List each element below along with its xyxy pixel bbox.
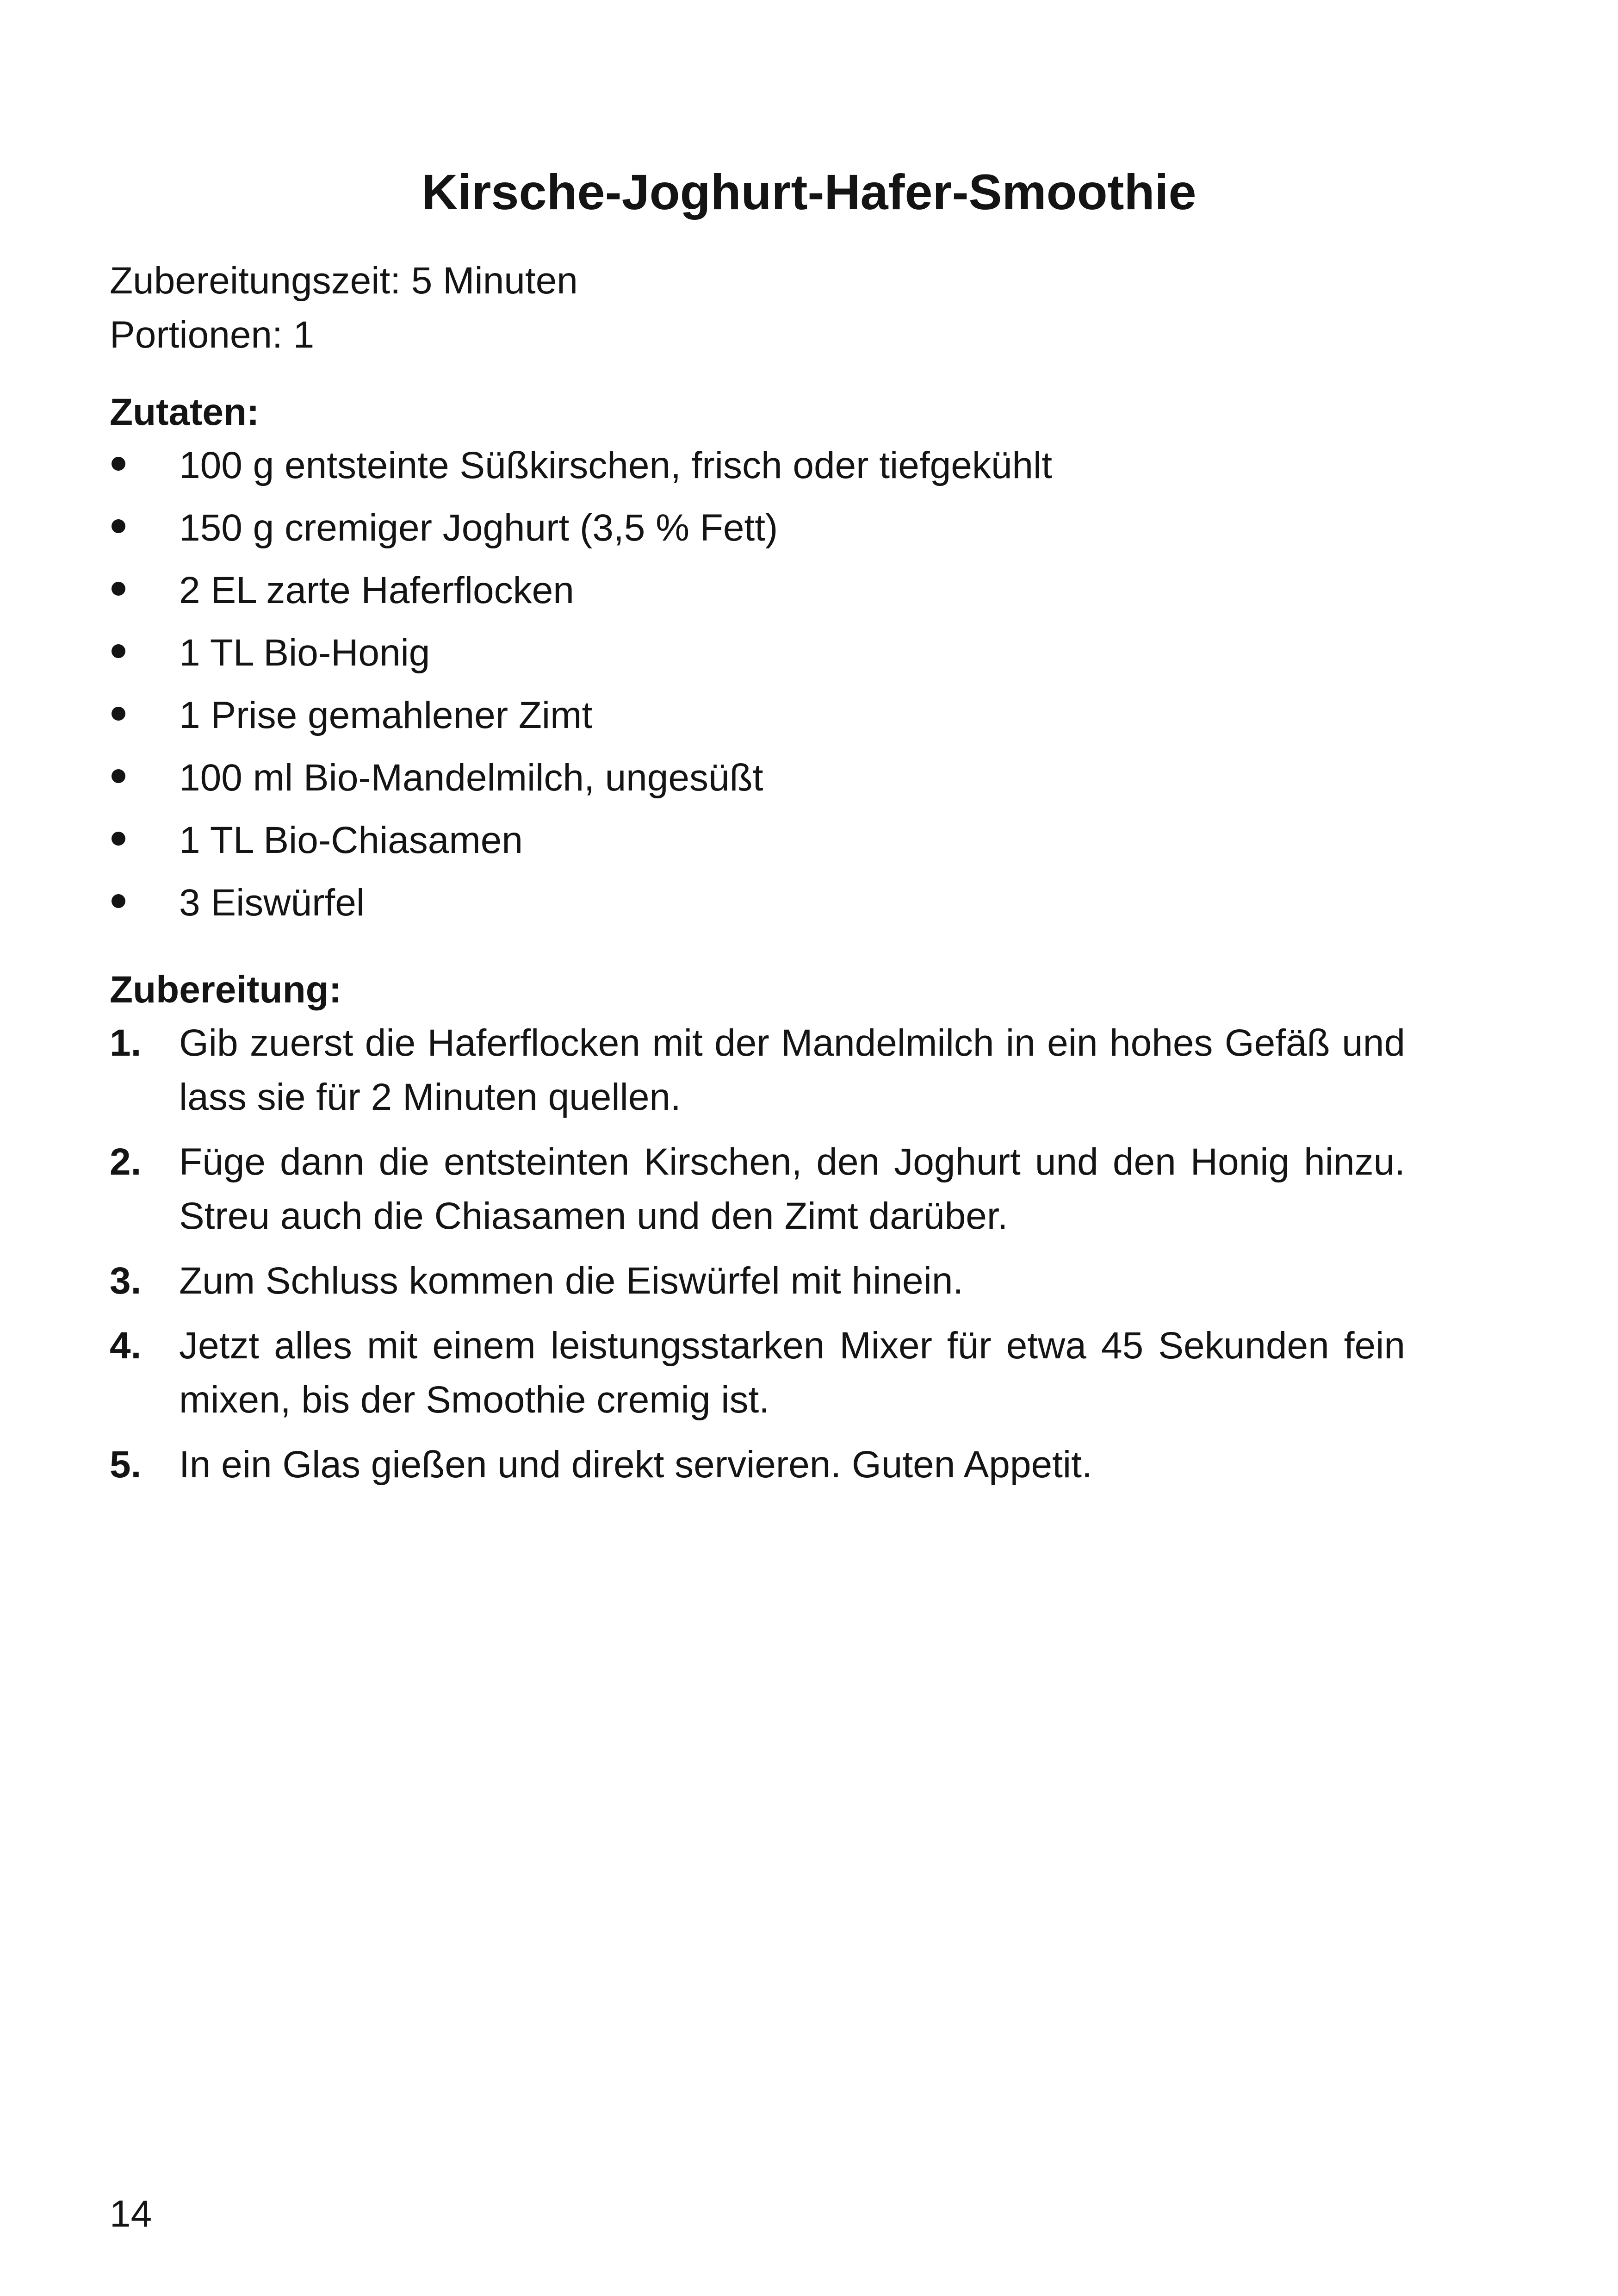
ingredient-text: 100 g entsteinte Süßkirschen, frisch oder tiefgekühlt bbox=[179, 444, 1053, 486]
step-item bbox=[110, 1437, 1405, 1492]
portions: Portionen: 1 bbox=[110, 314, 315, 356]
ingredient-item bbox=[110, 501, 1405, 563]
page-number: 14 bbox=[110, 2193, 152, 2235]
step-item bbox=[110, 1254, 1405, 1308]
step-text: In ein Glas gießen und direkt servieren. Guten Appetit. bbox=[179, 1444, 1092, 1486]
step-number: 5. bbox=[110, 1444, 142, 1486]
bullet-icon bbox=[112, 707, 125, 721]
ingredients-list bbox=[110, 438, 1405, 938]
ingredient-item bbox=[110, 688, 1405, 751]
step-number: 4. bbox=[110, 1325, 142, 1367]
recipe-meta bbox=[110, 254, 578, 362]
bullet-icon bbox=[112, 894, 125, 908]
bullet-icon bbox=[112, 582, 125, 596]
step-item bbox=[110, 1016, 1405, 1124]
bullet-icon bbox=[112, 832, 125, 846]
ingredient-item bbox=[110, 876, 1405, 938]
preparation-heading: Zubereitung: bbox=[110, 969, 342, 1011]
bullet-icon bbox=[112, 644, 125, 658]
recipe-title: Kirsche-Joghurt-Hafer-Smoothie bbox=[422, 164, 1196, 220]
step-number: 2. bbox=[110, 1141, 142, 1183]
ingredient-item bbox=[110, 563, 1405, 626]
bullet-icon bbox=[112, 769, 125, 783]
step-item bbox=[110, 1319, 1405, 1427]
preparation-steps bbox=[110, 1016, 1405, 1502]
ingredient-text: 100 ml Bio-Mandelmilch, ungesüßt bbox=[179, 757, 763, 799]
ingredient-text: 2 EL zarte Haferflocken bbox=[179, 569, 574, 611]
ingredient-text: 1 TL Bio-Chiasamen bbox=[179, 819, 523, 861]
ingredient-item bbox=[110, 438, 1405, 501]
step-text: Füge dann die entsteinten Kirschen, den Joghurt und den Honig hinzu. Streu auch die Chiasamen und den Zimt darüber. bbox=[179, 1141, 1405, 1237]
step-text: Zum Schluss kommen die Eiswürfel mit hinein. bbox=[179, 1260, 964, 1302]
ingredient-item bbox=[110, 813, 1405, 876]
ingredients-heading: Zutaten: bbox=[110, 391, 260, 433]
ingredient-item bbox=[110, 626, 1405, 688]
ingredient-text: 3 Eiswürfel bbox=[179, 882, 365, 924]
step-number: 1. bbox=[110, 1022, 142, 1064]
bullet-icon bbox=[112, 519, 125, 533]
step-number: 3. bbox=[110, 1260, 142, 1302]
ingredient-text: 1 Prise gemahlener Zimt bbox=[179, 694, 593, 736]
bullet-icon bbox=[112, 457, 125, 471]
prep-time: Zubereitungszeit: 5 Minuten bbox=[110, 260, 578, 302]
ingredient-item bbox=[110, 751, 1405, 813]
ingredient-text: 1 TL Bio-Honig bbox=[179, 632, 430, 674]
step-item bbox=[110, 1135, 1405, 1243]
step-text: Jetzt alles mit einem leistungsstarken Mixer für etwa 45 Sekunden fein mixen, bis der Smoothie cremig ist. bbox=[179, 1325, 1405, 1421]
step-text: Gib zuerst die Haferflocken mit der Mandelmilch in ein hohes Gefäß und lass sie für 2 Minuten quellen. bbox=[179, 1022, 1405, 1118]
ingredient-text: 150 g cremiger Joghurt (3,5 % Fett) bbox=[179, 507, 778, 549]
